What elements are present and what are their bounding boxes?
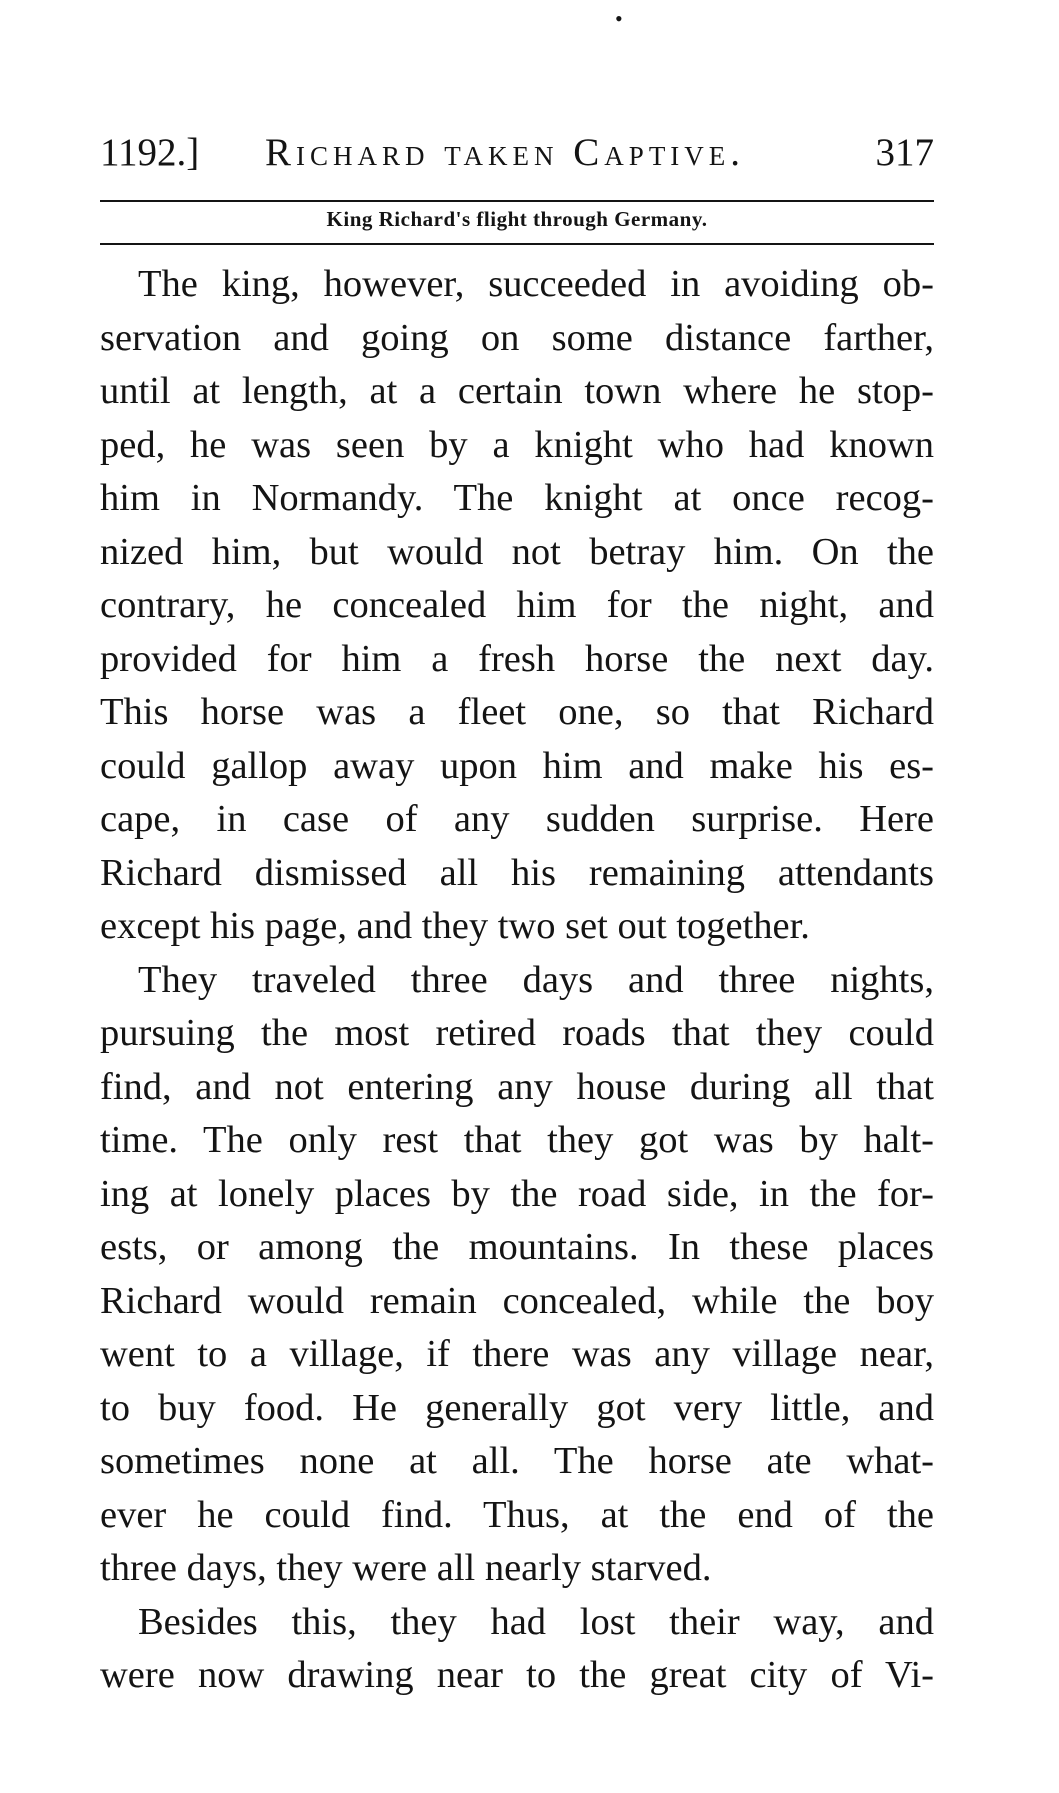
text-line: ests, or among the mountains. In these places (100, 1226, 934, 1268)
text-line: Richard would remain concealed, while the boy (100, 1279, 934, 1322)
text-line: him in Normandy. The knight at once recog- (100, 477, 934, 519)
book-page (100, 0, 960, 1793)
text-line: Richard dismissed all his remaining attendants (100, 851, 934, 894)
body-text (100, 258, 934, 1703)
running-head-title: Richard taken Captive. (264, 131, 746, 174)
text-line: Besides this, they had lost their way, and (138, 1600, 934, 1643)
text-line: contrary, he concealed him for the night, and (100, 584, 934, 626)
page-number: 317 (875, 131, 934, 174)
text-line: nized him, but would not betray him. On the (100, 530, 934, 573)
text-line: ever he could find. Thus, at the end of the (100, 1493, 934, 1536)
text-line: pursuing the most retired roads that they could (100, 1012, 934, 1054)
text-line: could gallop away upon him and make his es- (100, 744, 934, 787)
text-line: The king, however, succeeded in avoiding ob- (138, 263, 934, 305)
text-line: to buy food. He generally got very little, and (100, 1386, 934, 1429)
ink-speck-mark: • (615, 6, 623, 31)
text-line: went to a village, if there was any village near, (100, 1333, 934, 1375)
header-rule-top (100, 200, 934, 202)
text-line: three days, they were all nearly starved. (100, 1547, 712, 1589)
text-line: This horse was a fleet one, so that Richard (100, 691, 934, 733)
text-line: sometimes none at all. The horse ate what- (100, 1440, 934, 1482)
text-line: servation and going on some distance farther, (100, 316, 934, 359)
text-line: ped, he was seen by a knight who had known (100, 423, 934, 466)
text-line: find, and not entering any house during all that (100, 1065, 934, 1108)
text-line: time. The only rest that they got was by halt- (100, 1119, 934, 1161)
text-line: ing at lonely places by the road side, in the for- (100, 1172, 934, 1215)
text-line: They traveled three days and three nights, (138, 958, 934, 1001)
running-head (100, 128, 934, 178)
running-head-year: 1192.] (100, 131, 200, 174)
text-line: cape, in case of any sudden surprise. Here (100, 798, 934, 840)
section-subheading: King Richard's flight through Germany. (326, 207, 708, 231)
text-line: until at length, at a certain town where he stop- (100, 370, 934, 412)
text-line: provided for him a fresh horse the next day. (100, 637, 934, 680)
header-rule-bottom (100, 243, 934, 245)
text-line: were now drawing near to the great city of Vi- (100, 1654, 934, 1696)
text-line: except his page, and they two set out together. (100, 905, 810, 947)
